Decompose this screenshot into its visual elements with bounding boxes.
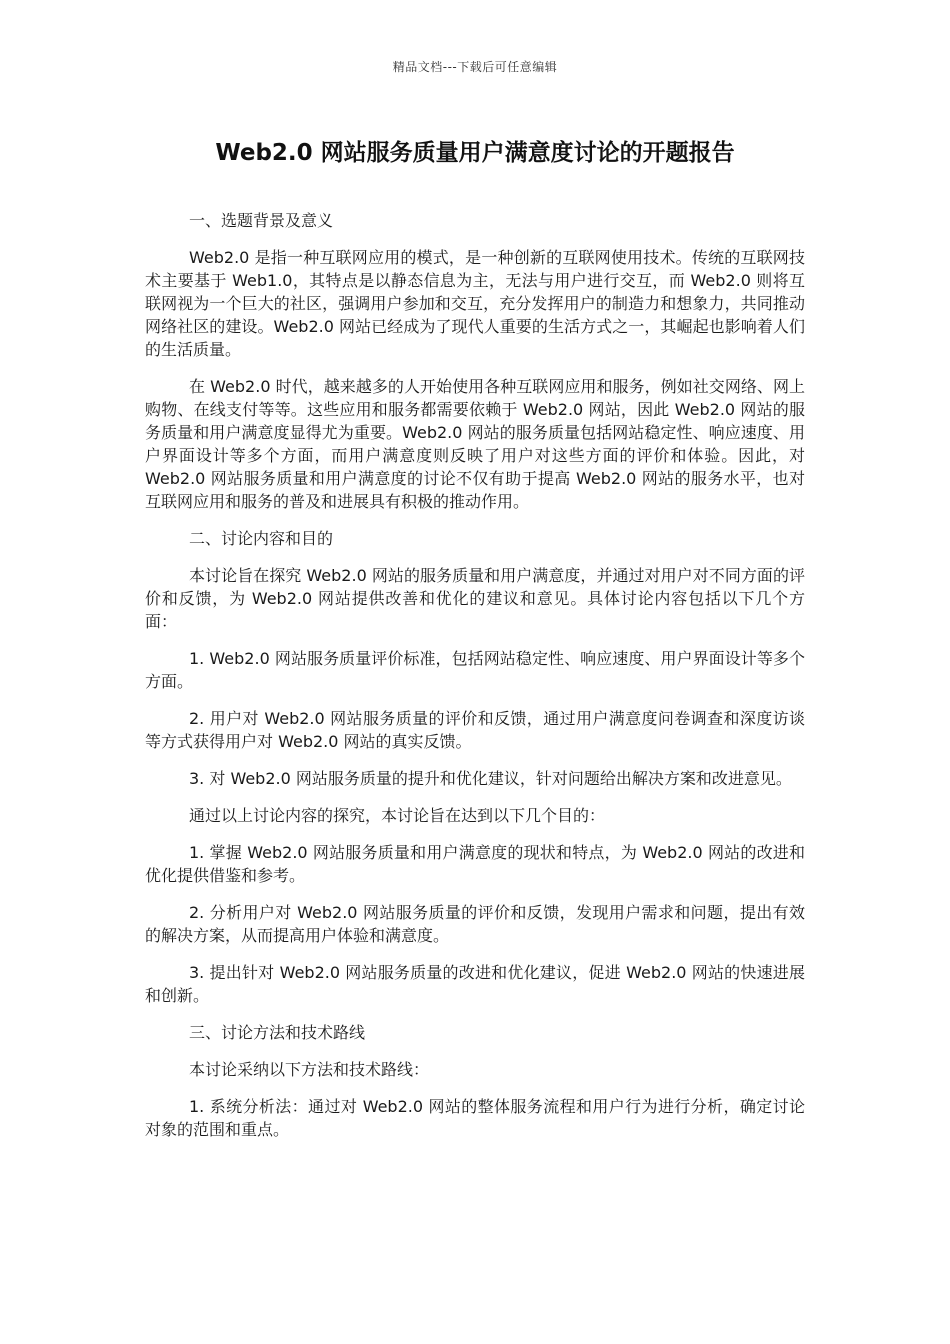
list-item: 1. 掌握 Web2.0 网站服务质量和用户满意度的现状和特点，为 Web2.0 网站的改进和优化提供借鉴和参考。 xyxy=(145,843,805,885)
list-item: 2. 用户对 Web2.0 网站服务质量的评价和反馈，通过用户满意度问卷调查和深度访谈等方式获得用户对 Web2.0 网站的真实反馈。 xyxy=(145,709,805,751)
list-item: 2. 分析用户对 Web2.0 网站服务质量的评价和反馈，发现用户需求和问题，提出有效的解决方案，从而提高用户体验和满意度。 xyxy=(145,903,805,945)
list-item: 1. 系统分析法：通过对 Web2.0 网站的整体服务流程和用户行为进行分析，确定讨论对象的范围和重点。 xyxy=(145,1097,805,1139)
paragraph: 在 Web2.0 时代，越来越多的人开始使用各种互联网应用和服务，例如社交网络、网上购物、在线支付等等。这些应用和服务都需要依赖于 Web2.0 网站，因此 Web2.0 网站的服务质量和用户满意度显得尤为重要。Web2.0 网站的服务质量包括网站稳定性、响应速度、用户界面设计等多个方面，而用户满意度则反映了用户对这些方面的评价和体验。因此，对 Web2.0 网站服务质量和用户满意度的讨论不仅有助于提高 Web2.0 网站的服务水平，也对互联网应用和服务的普及和进展具有积极的推动作用。 xyxy=(145,377,805,511)
page-header-watermark: 精品文档---下载后可任意编辑 xyxy=(392,60,558,74)
document-body xyxy=(145,209,805,1155)
list-item: 3. 提出针对 Web2.0 网站服务质量的改进和优化建议，促进 Web2.0 网站的快速进展和创新。 xyxy=(145,963,805,1005)
paragraph: 本讨论采纳以下方法和技术路线： xyxy=(189,1060,430,1079)
document-title: Web2.0 网站服务质量用户满意度讨论的开题报告 xyxy=(215,140,735,166)
paragraph: Web2.0 是指一种互联网应用的模式，是一种创新的互联网使用技术。传统的互联网技术主要基于 Web1.0，其特点是以静态信息为主，无法与用户进行交互，而 Web2.0 则将互联网视为一个巨大的社区，强调用户参加和交互，充分发挥用户的制造力和想象力，共同推动网络社区的建设。Web2.0 网站已经成为了现代人重要的生活方式之一，其崛起也影响着人们的生活质量。 xyxy=(145,248,805,359)
section-heading-background: 一、选题背景及意义 xyxy=(189,211,334,230)
list-item: 1. Web2.0 网站服务质量评价标准，包括网站稳定性、响应速度、用户界面设计等多个方面。 xyxy=(145,649,805,691)
section-heading-methods: 三、讨论方法和技术路线 xyxy=(189,1023,366,1042)
paragraph: 本讨论旨在探究 Web2.0 网站的服务质量和用户满意度，并通过对用户对不同方面的评价和反馈，为 Web2.0 网站提供改善和优化的建议和意见。具体讨论内容包括以下几个方面： xyxy=(145,566,805,631)
list-item: 3. 对 Web2.0 网站服务质量的提升和优化建议，针对问题给出解决方案和改进意见。 xyxy=(189,769,792,788)
paragraph: 通过以上讨论内容的探究，本讨论旨在达到以下几个目的： xyxy=(189,806,606,825)
section-heading-content-goals: 二、讨论内容和目的 xyxy=(189,529,334,548)
